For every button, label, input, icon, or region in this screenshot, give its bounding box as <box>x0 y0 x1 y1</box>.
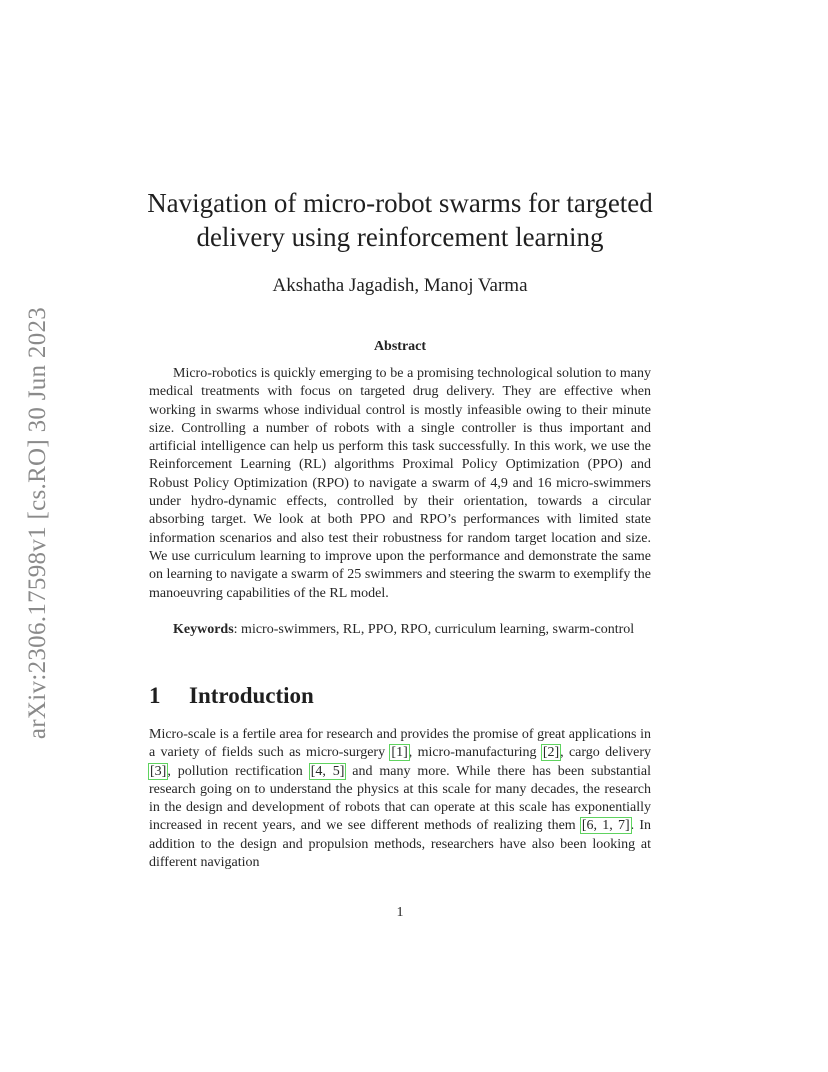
introduction-paragraph <box>149 726 651 872</box>
citation-link[interactable]: [1] <box>391 745 408 761</box>
arxiv-identifier-stamp <box>18 288 58 758</box>
abstract-text: Micro-robotics is quickly emerging to be a promising technological solution to many medical treatments with focus on targeted drug delivery. They are effective when working in swarms whose individual control is mostly infeasible owing to their minute size. Controlling a number of robots with a single controller is thus important and artificial intelligence can help us perform this task successfully. In this work, we use the Reinforcement Learning (RL) algorithms Proximal Policy Optimization (PPO) and Robust Policy Optimization (RPO) to navigate a swarm of 4,9 and 16 micro-swimmers under hydro-dynamic effects, controlled by their orientation, towards a circular absorbing target. We look at both PPO and RPO’s performances with limited state information scenarios and also test their robustness for random target location and size. We use curriculum learning to improve upon the performance and demonstrate the same on learning to navigate a swarm of 25 swimmers and steering the swarm to exemplify the manoeuvring capabilities of the RL model. <box>149 366 651 601</box>
intro-text-segment: . In addition to the design and propulsion methods, researchers have also been looking at different navigation <box>149 818 652 871</box>
citation-link[interactable]: [6, 1, 7] <box>581 818 630 834</box>
citation-link[interactable]: [4, 5] <box>310 763 345 779</box>
citation-link[interactable]: [2] <box>542 745 560 761</box>
keywords-paragraph <box>149 621 651 639</box>
arxiv-identifier-text: arXiv:2306.17598v1 [cs.RO] 30 Jun 2023 <box>24 306 52 740</box>
paper-title: Navigation of micro-robot swarms for targeted delivery using reinforcement learning <box>147 188 653 252</box>
section-heading-introduction <box>149 683 314 709</box>
page-number: 1 <box>396 905 404 920</box>
section-title: Introduction <box>189 683 314 708</box>
intro-text-segment: Micro-scale is a fertile area for research and provides the promise of great applications in a variety of fields such as micro-surgery <box>149 727 651 761</box>
keywords-list: : micro-swimmers, RL, PPO, RPO, curriculum learning, swarm-control <box>233 622 635 637</box>
intro-text-segment: , pollution rectification <box>167 763 310 779</box>
paper-authors: Akshatha Jagadish, Manoj Varma <box>272 275 528 296</box>
citation-link[interactable]: [3] <box>150 763 167 779</box>
abstract-heading: Abstract <box>373 339 427 354</box>
intro-text-segment: and many more. While there has been substantial research going on to understand the physics at this scale for many decades, the research in the design and development of robots that can operate at this scale has exponentially increased in recent years, and we see different methods of realizing them <box>149 763 651 834</box>
intro-text-segment: , micro-manufacturing <box>408 745 542 761</box>
keywords-label: Keywords <box>173 622 234 637</box>
intro-text-segment: , cargo delivery <box>560 745 651 761</box>
section-number: 1 <box>149 683 161 708</box>
